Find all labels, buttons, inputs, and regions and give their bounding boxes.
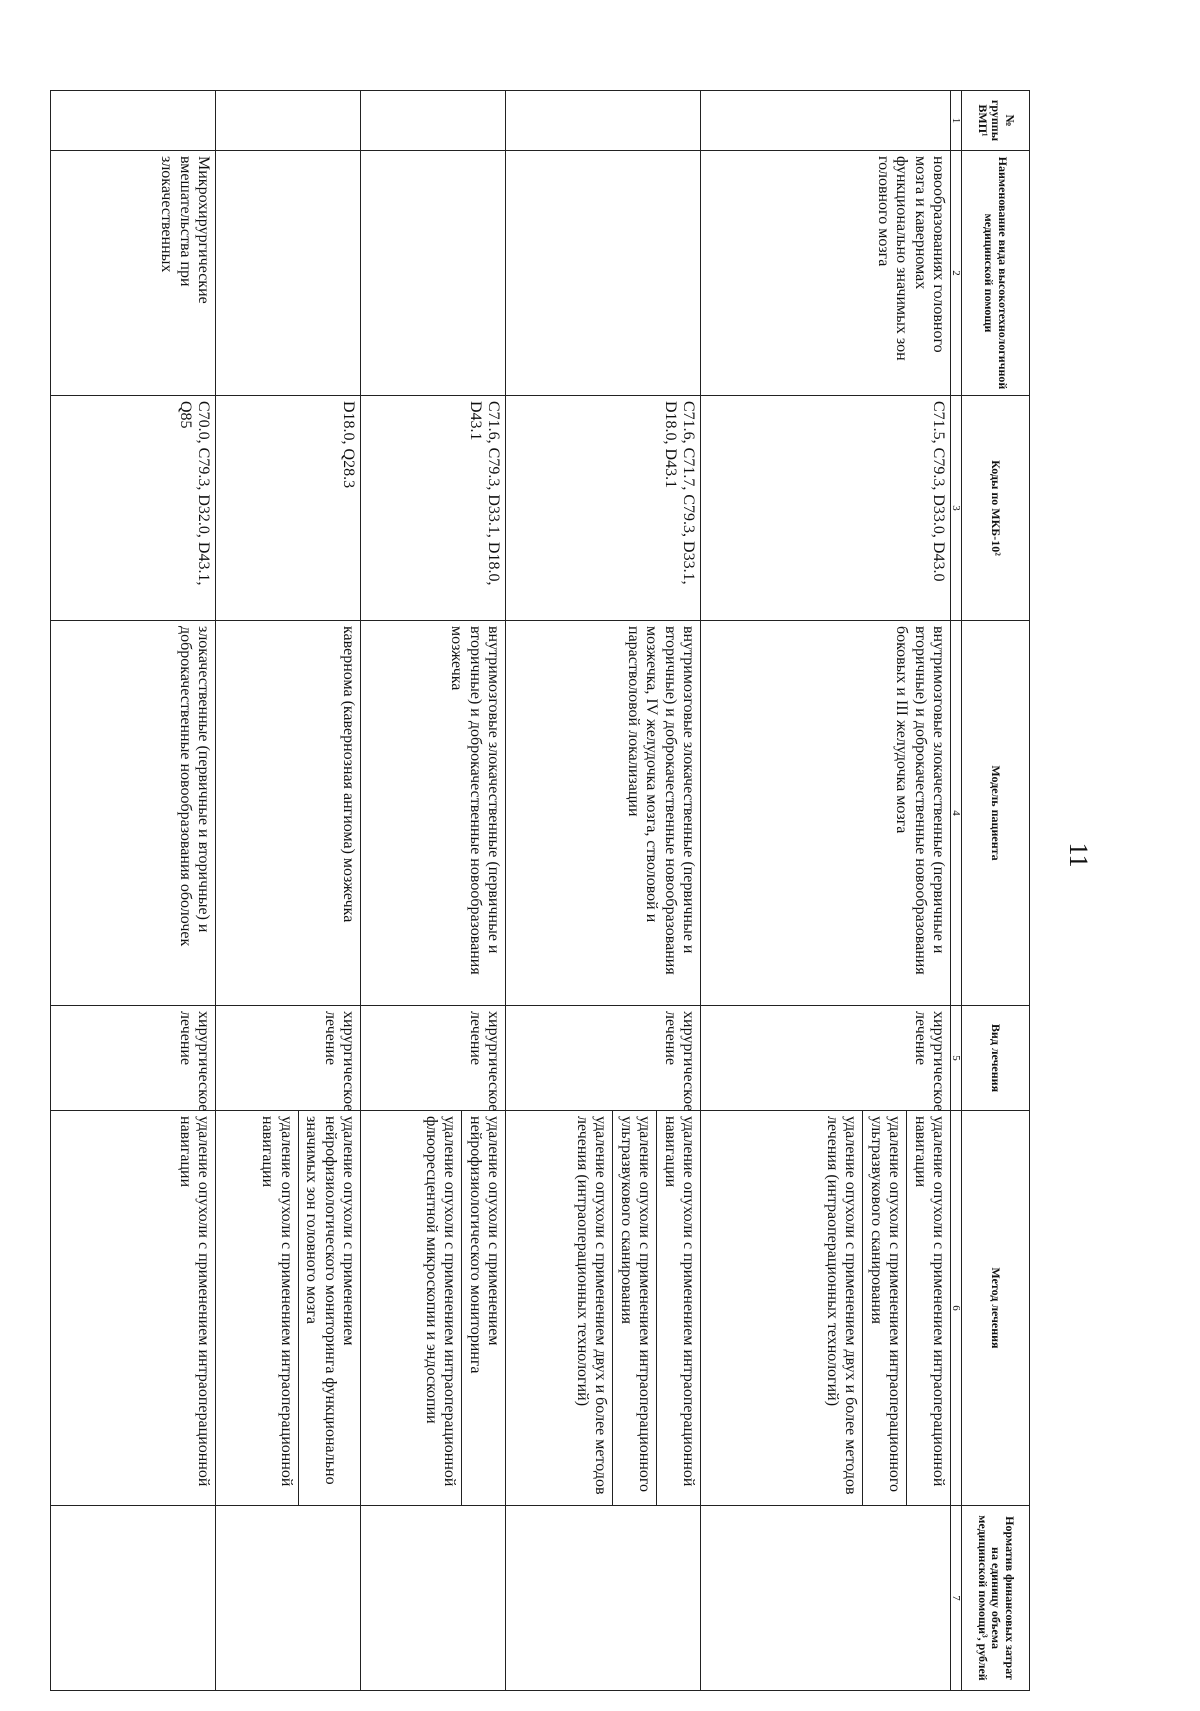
header-cost-norm: Норматив финансовых затрат на единицу объема медицинской помощи³, рублей (962, 1506, 1030, 1691)
cell-model: внутримозговые злокачественные (первичные и вторичные) и доброкачественные новообразования мозжечка, IV желудочка мозга, стволовой и парастволовой локализации (506, 621, 701, 1006)
cell-codes: D18.0, Q28.3 (216, 396, 361, 621)
column-number: 2 (951, 151, 962, 396)
method-item: удаление опухоли с применением нейрофизиологического мониторинга функционально значимых зон головного мозга (303, 1116, 357, 1485)
cell-cost (216, 1506, 361, 1691)
cell-methods (701, 1111, 951, 1506)
header-vmp-name: Наименование вида высокотехнологичной медицинской помощи (962, 151, 1030, 396)
cell-vmp-name (361, 151, 506, 396)
cell-vmp-name (216, 151, 361, 396)
cell-methods (216, 1111, 361, 1506)
table-row (506, 91, 701, 1691)
cell-model: злокачественные (первичные и вторичные) и доброкачественные новообразования оболочек (51, 621, 216, 1006)
header-row (962, 91, 1030, 1691)
header-patient-model: Модель пациента (962, 621, 1030, 1006)
method-item: удаление опухоли с применением интраоперационной навигации (661, 1116, 697, 1487)
cell-vmp-name (506, 151, 701, 396)
table-row (216, 91, 361, 1691)
cell-codes: C70.0, C79.3, D32.0, D43.1, Q85 (51, 396, 216, 621)
column-number: 5 (951, 1006, 962, 1111)
cell-cost (361, 1506, 506, 1691)
header-vmp-group: № группы ВМП¹ (962, 91, 1030, 151)
header-icd-codes: Коды по МКБ-10² (962, 396, 1030, 621)
cell-methods (361, 1111, 506, 1506)
cell-methods (51, 1111, 216, 1506)
cell-model: внутримозговые злокачественные (первичные и вторичные) и доброкачественные новообразования мозжечка (361, 621, 506, 1006)
cell-treatment: хирургическое лечение (701, 1006, 951, 1111)
cell-treatment: хирургическое лечение (216, 1006, 361, 1111)
table-row (701, 91, 951, 1691)
column-number: 6 (951, 1111, 962, 1506)
method-item: удаление опухоли с применением интраоперационного ультразвукового сканирования (866, 1111, 907, 1505)
cell-treatment: хирургическое лечение (361, 1006, 506, 1111)
cell-group (361, 91, 506, 151)
method-item: удаление опухоли с применением двух и более методов лечения (интраоперационных технологий) (573, 1111, 614, 1505)
table-row (51, 91, 216, 1691)
table-row (361, 91, 506, 1691)
method-item: удаление опухоли с применением интраоперационной навигации (176, 1116, 212, 1487)
cell-codes: C71.5, C79.3, D33.0, D43.0 (701, 396, 951, 621)
column-number: 4 (951, 621, 962, 1006)
cell-cost (701, 1506, 951, 1691)
cell-model: внутримозговые злокачественные (первичные и вторичные) и доброкачественные новообразования боковых и III желудочка мозга (701, 621, 951, 1006)
header-treatment-method: Метод лечения (962, 1111, 1030, 1506)
method-item: удаление опухоли с применением интраоперационной навигации (258, 1111, 299, 1505)
cell-treatment: хирургическое лечение (51, 1006, 216, 1111)
cell-vmp-name: Микрохирургические вмешательства при злокачественных (51, 151, 216, 396)
cell-group (701, 91, 951, 151)
cell-vmp-name: новообразованиях головного мозга и каверномах функционально значимых зон головного мозга (701, 151, 951, 396)
cell-group (216, 91, 361, 151)
column-number: 1 (951, 91, 962, 151)
cell-methods (506, 1111, 701, 1506)
method-item: удаление опухоли с применением двух и более методов лечения (интраоперационных технологий) (823, 1111, 864, 1505)
cell-codes: C71.6, C79.3, D33.1, D18.0, D43.1 (361, 396, 506, 621)
cell-group (51, 91, 216, 151)
rotated-table-wrapper (50, 90, 1030, 1690)
cell-cost (506, 1506, 701, 1691)
column-number-row (951, 91, 962, 1691)
cell-group (506, 91, 701, 151)
method-item: удаление опухоли с применением интраоперационной навигации (911, 1116, 947, 1487)
method-item: удаление опухоли с применением интраоперационной флюоресцентной микроскопии и эндоскопии (421, 1111, 462, 1505)
page-number: 11 (1064, 842, 1093, 868)
column-number: 3 (951, 396, 962, 621)
method-item: удаление опухоли с применением интраоперационного ультразвукового сканирования (616, 1111, 657, 1505)
cell-model: кавернома (кавернозная ангиома) мозжечка (216, 621, 361, 1006)
method-item: удаление опухоли с применением нейрофизиологического мониторинга (466, 1116, 502, 1374)
header-treatment-type: Вид лечения (962, 1006, 1030, 1111)
cell-codes: C71.6, C71.7, C79.3, D33.1, D18.0, D43.1 (506, 396, 701, 621)
vmp-table (50, 90, 1030, 1691)
column-number: 7 (951, 1506, 962, 1691)
cell-cost (51, 1506, 216, 1691)
cell-treatment: хирургическое лечение (506, 1006, 701, 1111)
